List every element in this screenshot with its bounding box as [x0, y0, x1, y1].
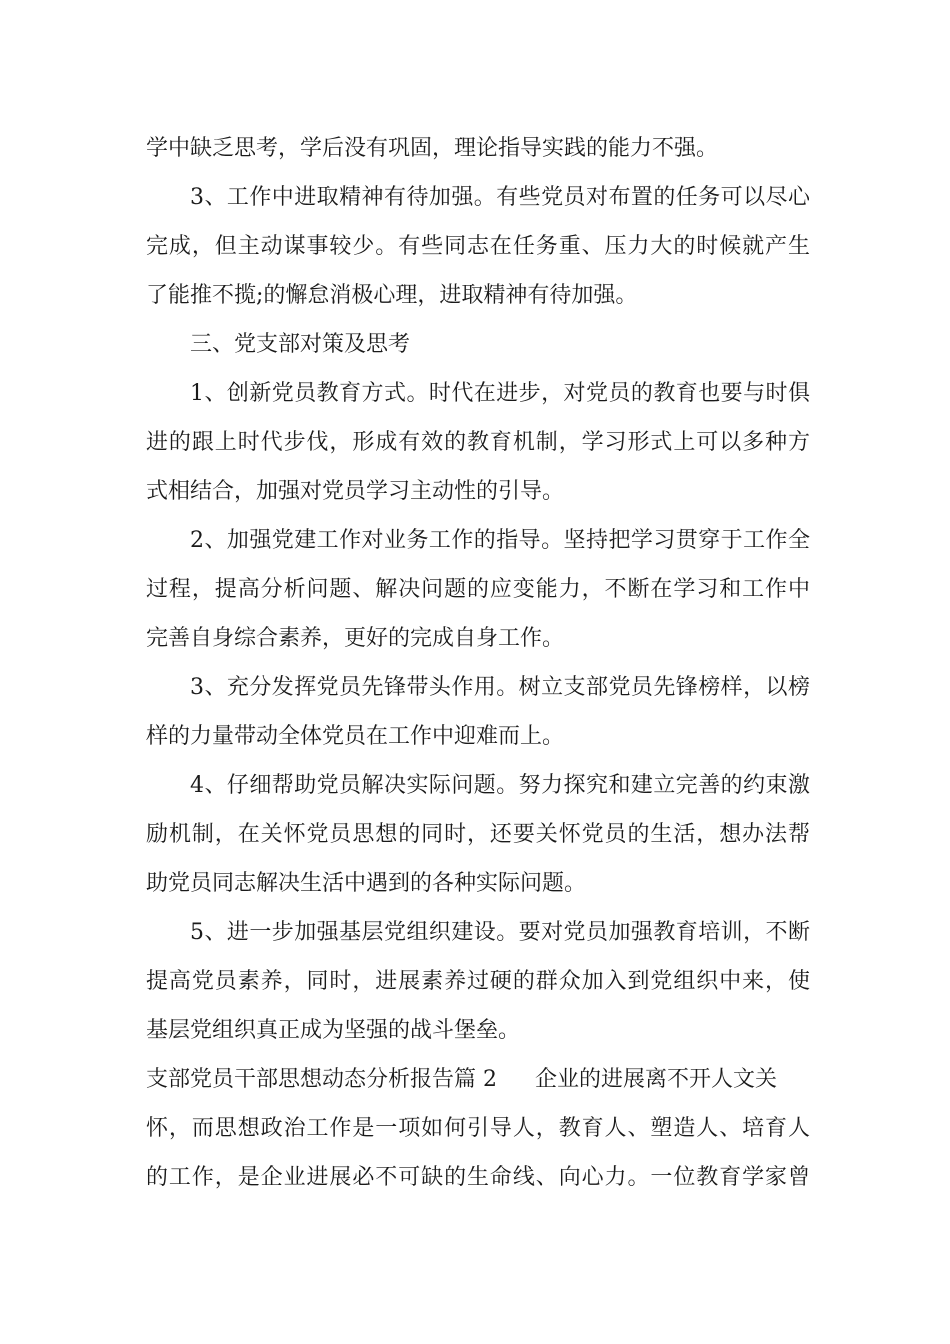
paragraph-line: 2、加强党建工作对业务工作的指导。坚持把学习贯穿于工作全 — [190, 528, 810, 553]
paragraph-line: 4、仔细帮助党员解决实际问题。努力探究和建立完善的约束激 — [190, 773, 810, 798]
paragraph-lead: 企业的进展离不开人文关 — [535, 1067, 778, 1092]
report-title: 支部党员干部思想动态分析报告篇 2 — [146, 1067, 497, 1092]
paragraph-line: 的工作，是企业进展必不可缺的生命线、向心力。一位教育学家曾 — [146, 1165, 810, 1190]
paragraph-line: 完成，但主动谋事较少。有些同志在任务重、压力大的时候就产生 — [146, 234, 810, 259]
paragraph-line: 3、充分发挥党员先锋带头作用。树立支部党员先锋榜样，以榜 — [190, 675, 810, 700]
paragraph-line: 学中缺乏思考，学后没有巩固，理论指导实践的能力不强。 — [146, 136, 719, 161]
paragraph-line: 进的跟上时代步伐，形成有效的教育机制，学习形式上可以多种方 — [146, 430, 810, 455]
paragraph-line: 3、工作中进取精神有待加强。有些党员对布置的任务可以尽心 — [190, 185, 810, 210]
paragraph-line: 样的力量带动全体党员在工作中迎难而上。 — [146, 724, 565, 749]
paragraph-line: 励机制，在关怀党员思想的同时，还要关怀党员的生活，想办法帮 — [146, 822, 810, 847]
paragraph-line: 基层党组织真正成为坚强的战斗堡垒。 — [146, 1018, 521, 1043]
paragraph-line: 式相结合，加强对党员学习主动性的引导。 — [146, 479, 565, 504]
report-title-line — [146, 1055, 810, 1104]
paragraph-line: 完善自身综合素养，更好的完成自身工作。 — [146, 626, 565, 651]
paragraph-line: 了能推不揽;的懈怠消极心理，进取精神有待加强。 — [146, 283, 638, 308]
paragraph-line: 1、创新党员教育方式。时代在进步，对党员的教育也要与时俱 — [190, 381, 810, 406]
document-body — [146, 124, 810, 1202]
paragraph-line: 过程，提高分析问题、解决问题的应变能力，不断在学习和工作中 — [146, 577, 810, 602]
paragraph-line: 助党员同志解决生活中遇到的各种实际问题。 — [146, 871, 587, 896]
paragraph-line: 提高党员素养，同时，进展素养过硬的群众加入到党组织中来，使 — [146, 969, 810, 994]
paragraph-line: 5、进一步加强基层党组织建设。要对党员加强教育培训，不断 — [190, 920, 810, 945]
paragraph-line: 怀，而思想政治工作是一项如何引导人，教育人、塑造人、培育人 — [146, 1116, 810, 1141]
section-heading: 三、党支部对策及思考 — [190, 332, 411, 357]
